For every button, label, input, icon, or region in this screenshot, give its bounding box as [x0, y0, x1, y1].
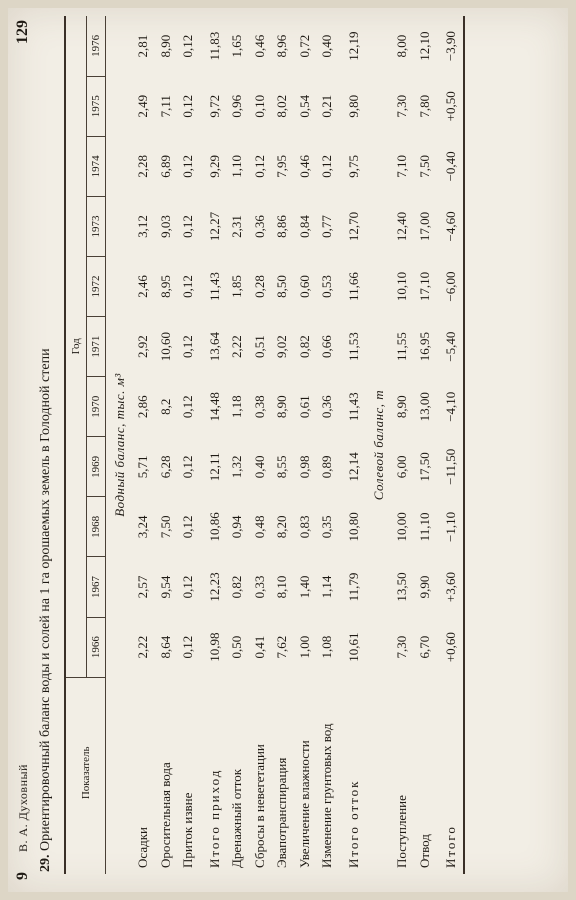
table-cell: 11,53 — [345, 332, 361, 362]
table-cell: 0,38 — [251, 395, 267, 419]
table-cell: 0,12 — [180, 275, 196, 298]
table-cell: 1,08 — [319, 635, 335, 659]
table-cell: −1,10 — [436, 497, 464, 557]
table-cell: 0,50 — [229, 635, 245, 659]
table-cell: 11,66 — [345, 272, 361, 301]
table-cell: 0,33 — [251, 575, 267, 599]
table-row — [226, 16, 249, 874]
table-cell: −6,00 — [436, 257, 464, 317]
table-cell: 0,12 — [180, 94, 196, 118]
table-cell: 2,22 — [229, 335, 245, 359]
table-cell: 3,12 — [135, 215, 151, 238]
table-cell: 1,18 — [229, 395, 245, 419]
year-header-1976: 1976 — [87, 16, 106, 76]
balance-table — [64, 16, 465, 874]
table-cell: 12,23 — [206, 572, 222, 602]
table-cell: 0,12 — [180, 34, 196, 58]
table-cell: 1,32 — [229, 455, 245, 479]
table-cell: 0,41 — [251, 635, 267, 659]
table-cell: 0,35 — [319, 515, 335, 539]
table-row — [200, 16, 227, 874]
table-cell: 0,98 — [296, 455, 312, 479]
table-cell: 8,2 — [157, 398, 173, 415]
table-cell: 8,90 — [157, 34, 173, 58]
table-row — [132, 16, 155, 874]
table-row — [294, 16, 317, 874]
table-cell: 8,64 — [157, 635, 173, 659]
table-cell: 8,02 — [274, 94, 290, 118]
table-cell: −4,10 — [436, 377, 464, 437]
table-caption: Ориентировочный баланс воды и солей на 1 га орошаемых земель в Голодной степи — [38, 348, 53, 851]
table-cell: 7,80 — [416, 94, 432, 118]
table-cell: −4,60 — [436, 196, 464, 256]
table-cell: 1,85 — [229, 275, 245, 298]
table-cell: 1,00 — [296, 635, 312, 659]
year-header-1967: 1967 — [87, 557, 106, 617]
table-cell: 8,90 — [274, 395, 290, 419]
table-cell: −5,40 — [436, 317, 464, 377]
table-cell: 3,24 — [135, 515, 151, 539]
table-cell: 2,86 — [135, 395, 151, 419]
table-row — [414, 16, 437, 874]
table-cell: 17,10 — [416, 271, 432, 302]
year-header-1973: 1973 — [87, 196, 106, 256]
table-cell: 0,12 — [180, 455, 196, 479]
table-cell: 9,75 — [345, 154, 361, 178]
table-cell: 0,53 — [319, 275, 335, 298]
row-label: Изменение грунтовых вод — [319, 723, 335, 868]
table-cell: 5,71 — [135, 455, 151, 479]
table-cell: 0,40 — [319, 34, 335, 58]
table-cell: 6,89 — [157, 154, 173, 178]
table-cell: 2,28 — [135, 154, 151, 178]
table-cell: 8,86 — [274, 215, 290, 238]
table-cell: 13,64 — [206, 332, 222, 362]
table-number: 29. — [38, 854, 53, 872]
table-cell: 11,83 — [206, 31, 222, 61]
table-row — [177, 16, 200, 874]
table-cell: 2,49 — [135, 94, 151, 118]
table-cell: 17,00 — [416, 211, 432, 242]
table-cell: −0,40 — [436, 136, 464, 196]
table-cell: 9,72 — [206, 94, 222, 118]
table-cell: 9,02 — [274, 335, 290, 359]
book-page — [8, 8, 568, 892]
table-cell: 0,12 — [180, 215, 196, 238]
year-header-1968: 1968 — [87, 497, 106, 557]
table-cell: 2,31 — [229, 215, 245, 238]
section-title: Солевой баланс, т — [371, 389, 386, 501]
year-header-1975: 1975 — [87, 76, 106, 136]
year-header-1971: 1971 — [87, 317, 106, 377]
year-header-1970: 1970 — [87, 377, 106, 437]
table-cell: 12,14 — [345, 452, 361, 482]
table-row — [339, 16, 366, 874]
table-cell: 7,95 — [274, 154, 290, 178]
running-author: В. А. Духовный — [16, 764, 30, 852]
table-cell: 11,55 — [394, 332, 410, 362]
table-cell: 2,81 — [135, 34, 151, 58]
table-cell: 6,70 — [416, 635, 432, 659]
table-cell: 0,36 — [251, 215, 267, 238]
section-title: Водный баланс, тыс. м³ — [112, 373, 127, 517]
table-cell: 2,46 — [135, 275, 151, 298]
row-label: Эвапотранспирация — [274, 757, 290, 868]
table-cell: 0,12 — [180, 335, 196, 359]
year-header-1972: 1972 — [87, 257, 106, 317]
table-cell: +0,60 — [436, 617, 464, 677]
table-cell: 11,79 — [345, 572, 361, 602]
table-cell: 0,46 — [296, 154, 312, 178]
table-cell: 0,82 — [296, 335, 312, 359]
table-cell: 9,80 — [345, 94, 361, 118]
row-label: Итого отток — [345, 779, 361, 868]
table-cell: 0,89 — [319, 455, 335, 479]
table-row — [391, 16, 414, 874]
table-row — [316, 16, 339, 874]
row-label: Итого — [436, 677, 464, 874]
table-body — [106, 16, 464, 874]
table-row — [271, 16, 294, 874]
table-cell: 12,27 — [206, 211, 222, 242]
row-label: Осадки — [135, 827, 151, 868]
table-cell: 0,94 — [229, 515, 245, 539]
table-cell: 10,60 — [157, 332, 173, 362]
table-row — [249, 16, 272, 874]
row-label: Приток извне — [180, 792, 196, 868]
page-number: 129 — [14, 20, 31, 44]
table-cell: 8,90 — [394, 395, 410, 419]
table-cell: 0,12 — [319, 154, 335, 178]
table-cell: 8,95 — [157, 275, 173, 298]
row-label: Дренажный отток — [229, 768, 245, 868]
table-cell: 0,36 — [319, 395, 335, 419]
rotated-content — [8, 8, 568, 892]
table-cell: 9,29 — [206, 154, 222, 178]
row-label: Итого приход — [206, 768, 222, 868]
indicator-header: Показатель — [65, 677, 106, 874]
table-cell: −11,50 — [436, 437, 464, 497]
table-cell: 7,30 — [394, 94, 410, 118]
table-cell: 7,10 — [394, 154, 410, 178]
table-cell: 1,10 — [229, 154, 245, 178]
table-cell: 0,96 — [229, 94, 245, 118]
table-cell: 1,65 — [229, 34, 245, 58]
table-cell: 0,12 — [180, 515, 196, 539]
table-cell: 17,50 — [416, 452, 432, 482]
section-row — [365, 16, 391, 874]
table-cell: 0,83 — [296, 515, 312, 539]
table-cell: 0,51 — [251, 335, 267, 359]
table-cell: 6,28 — [157, 455, 173, 479]
table-row — [436, 16, 464, 874]
table-cell: 12,70 — [345, 211, 361, 242]
table-cell: 10,61 — [345, 632, 361, 662]
table-cell: 0,54 — [296, 94, 312, 118]
table-cell: 0,12 — [180, 635, 196, 659]
year-group-header: Год — [65, 16, 87, 677]
table-cell: 8,10 — [274, 575, 290, 599]
table-cell: 0,46 — [251, 34, 267, 58]
table-cell: 9,90 — [416, 575, 432, 599]
table-cell: 7,30 — [394, 635, 410, 659]
table-cell: 0,61 — [296, 395, 312, 419]
table-cell: 0,10 — [251, 94, 267, 118]
table-cell: 1,40 — [296, 575, 312, 599]
table-cell: 0,66 — [319, 335, 335, 359]
table-cell: 2,92 — [135, 335, 151, 359]
table-cell: 0,60 — [296, 275, 312, 298]
table-cell: 10,98 — [206, 632, 222, 662]
table-cell: 7,50 — [157, 515, 173, 539]
row-label: Увеличение влажности — [296, 740, 312, 868]
table-cell: 6,00 — [394, 455, 410, 479]
table-cell: 16,95 — [416, 332, 432, 362]
table-cell: 7,50 — [416, 154, 432, 178]
table-cell: +0,50 — [436, 76, 464, 136]
table-cell: 11,10 — [416, 512, 432, 542]
table-cell: 0,28 — [251, 275, 267, 298]
table-cell: 8,20 — [274, 515, 290, 539]
page-number-left: 9 — [14, 872, 31, 880]
table-cell: 8,55 — [274, 455, 290, 479]
table-cell: 2,22 — [135, 635, 151, 659]
table-cell: 7,62 — [274, 635, 290, 659]
page-header — [12, 20, 34, 880]
table-cell: 7,11 — [157, 95, 173, 118]
row-label: Оросительная вода — [157, 762, 173, 868]
table-cell: 0,40 — [251, 455, 267, 479]
table-cell: 0,12 — [251, 154, 267, 178]
table-cell: 8,00 — [394, 34, 410, 58]
table-cell: 0,77 — [319, 215, 335, 238]
table-cell: 12,19 — [345, 31, 361, 61]
table-cell: 12,11 — [206, 452, 222, 482]
table-cell: 11,43 — [206, 272, 222, 301]
table-cell: 9,03 — [157, 215, 173, 238]
table-cell: 12,40 — [394, 211, 410, 242]
row-label: Сбросы в невегетации — [251, 744, 267, 868]
table-row — [155, 16, 178, 874]
table-title — [38, 22, 54, 872]
row-label: Отвод — [416, 834, 432, 868]
table-cell: 10,00 — [394, 512, 410, 542]
table-cell: 0,12 — [180, 154, 196, 178]
table-cell: 13,50 — [394, 572, 410, 602]
table-cell: 0,72 — [296, 34, 312, 58]
table-cell: +3,60 — [436, 557, 464, 617]
table-cell: 0,82 — [229, 575, 245, 599]
table-cell: 11,43 — [345, 392, 361, 422]
table-cell: 0,21 — [319, 94, 335, 118]
table-cell: 0,84 — [296, 215, 312, 238]
table-cell: 0,12 — [180, 575, 196, 599]
year-header-1974: 1974 — [87, 136, 106, 196]
table-cell: 0,12 — [180, 395, 196, 419]
table-cell: 13,00 — [416, 392, 432, 422]
section-row — [106, 16, 133, 874]
table-cell: 12,10 — [416, 31, 432, 61]
table-cell: 2,57 — [135, 575, 151, 599]
table-cell: 10,86 — [206, 512, 222, 542]
table-cell: 8,50 — [274, 275, 290, 298]
table-cell: 10,10 — [394, 271, 410, 302]
table-cell: 1,14 — [319, 575, 335, 599]
year-header-1969: 1969 — [87, 437, 106, 497]
table-cell: 14,48 — [206, 392, 222, 422]
table-cell: 10,80 — [345, 512, 361, 542]
row-label: Поступление — [394, 795, 410, 868]
table-cell: −3,90 — [436, 16, 464, 76]
table-cell: 9,54 — [157, 575, 173, 599]
table-cell: 0,48 — [251, 515, 267, 539]
year-header-1966: 1966 — [87, 617, 106, 677]
table-cell: 8,96 — [274, 34, 290, 58]
